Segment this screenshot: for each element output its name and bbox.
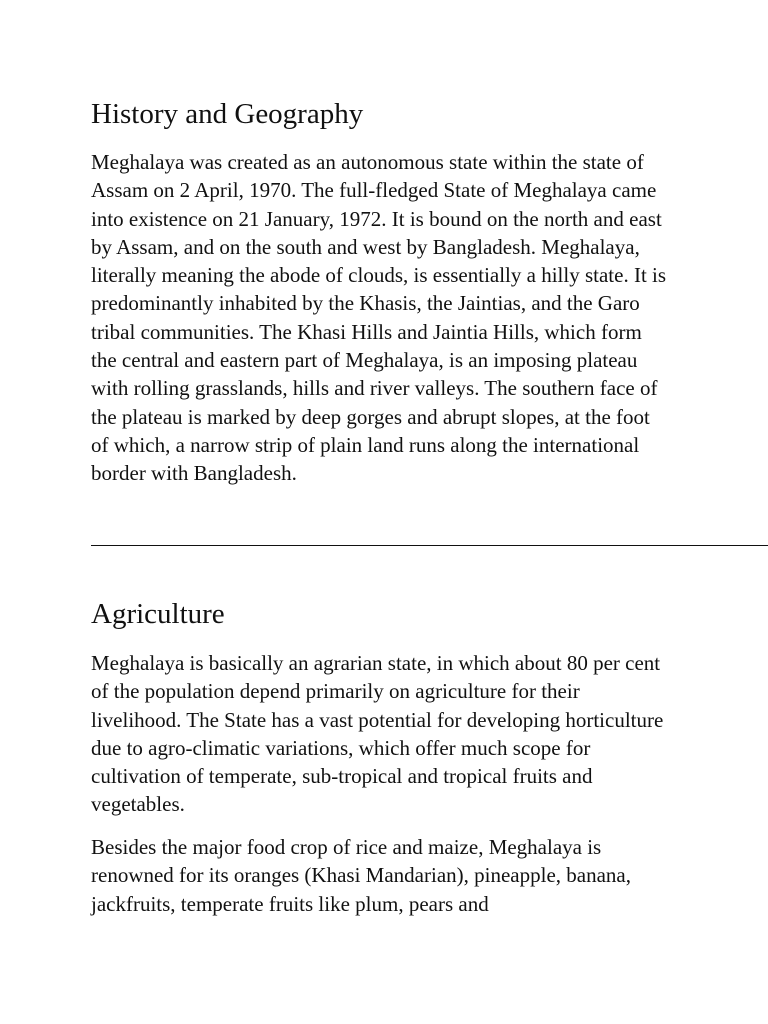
agriculture-paragraph-1: Meghalaya is basically an agrarian state, in which about 80 per cent of the population depend primarily on agriculture for their livelihood. The State has a vast potential for developing horticulture due to agro-climatic variations, which offer much scope for cultivation of temperate, sub-tropical and tropical fruits and vegetables.: [91, 651, 664, 817]
section-heading-agriculture: Agriculture: [91, 598, 225, 630]
agriculture-paragraph-2: Besides the major food crop of rice and maize, Meghalaya is renowned for its oranges (Khasi Mandarian), pineapple, banana, jackfruits, temperate fruits like plum, pears and: [91, 835, 631, 916]
section-heading-history-geography: History and Geography: [91, 98, 364, 130]
section-divider: [91, 545, 768, 546]
history-geography-paragraph: Meghalaya was created as an autonomous state within the state of Assam on 2 April, 1970. The full-fledged State of Meghalaya came into existence on 21 January, 1972. It is bound on the north and east by Assam, and on the south and west by Bangladesh. Meghalaya, literally meaning the abode of clouds, is essentially a hilly state. It is predominantly inhabited by the Khasis, the Jaintias, and the Garo tribal communities. The Khasi Hills and Jaintia Hills, which form the central and eastern part of Meghalaya, is an imposing plateau with rolling grasslands, hills and river valleys. The southern face of the plateau is marked by deep gorges and abrupt slopes, at the foot of which, a narrow strip of plain land runs along the international border with Bangladesh.: [91, 150, 667, 486]
